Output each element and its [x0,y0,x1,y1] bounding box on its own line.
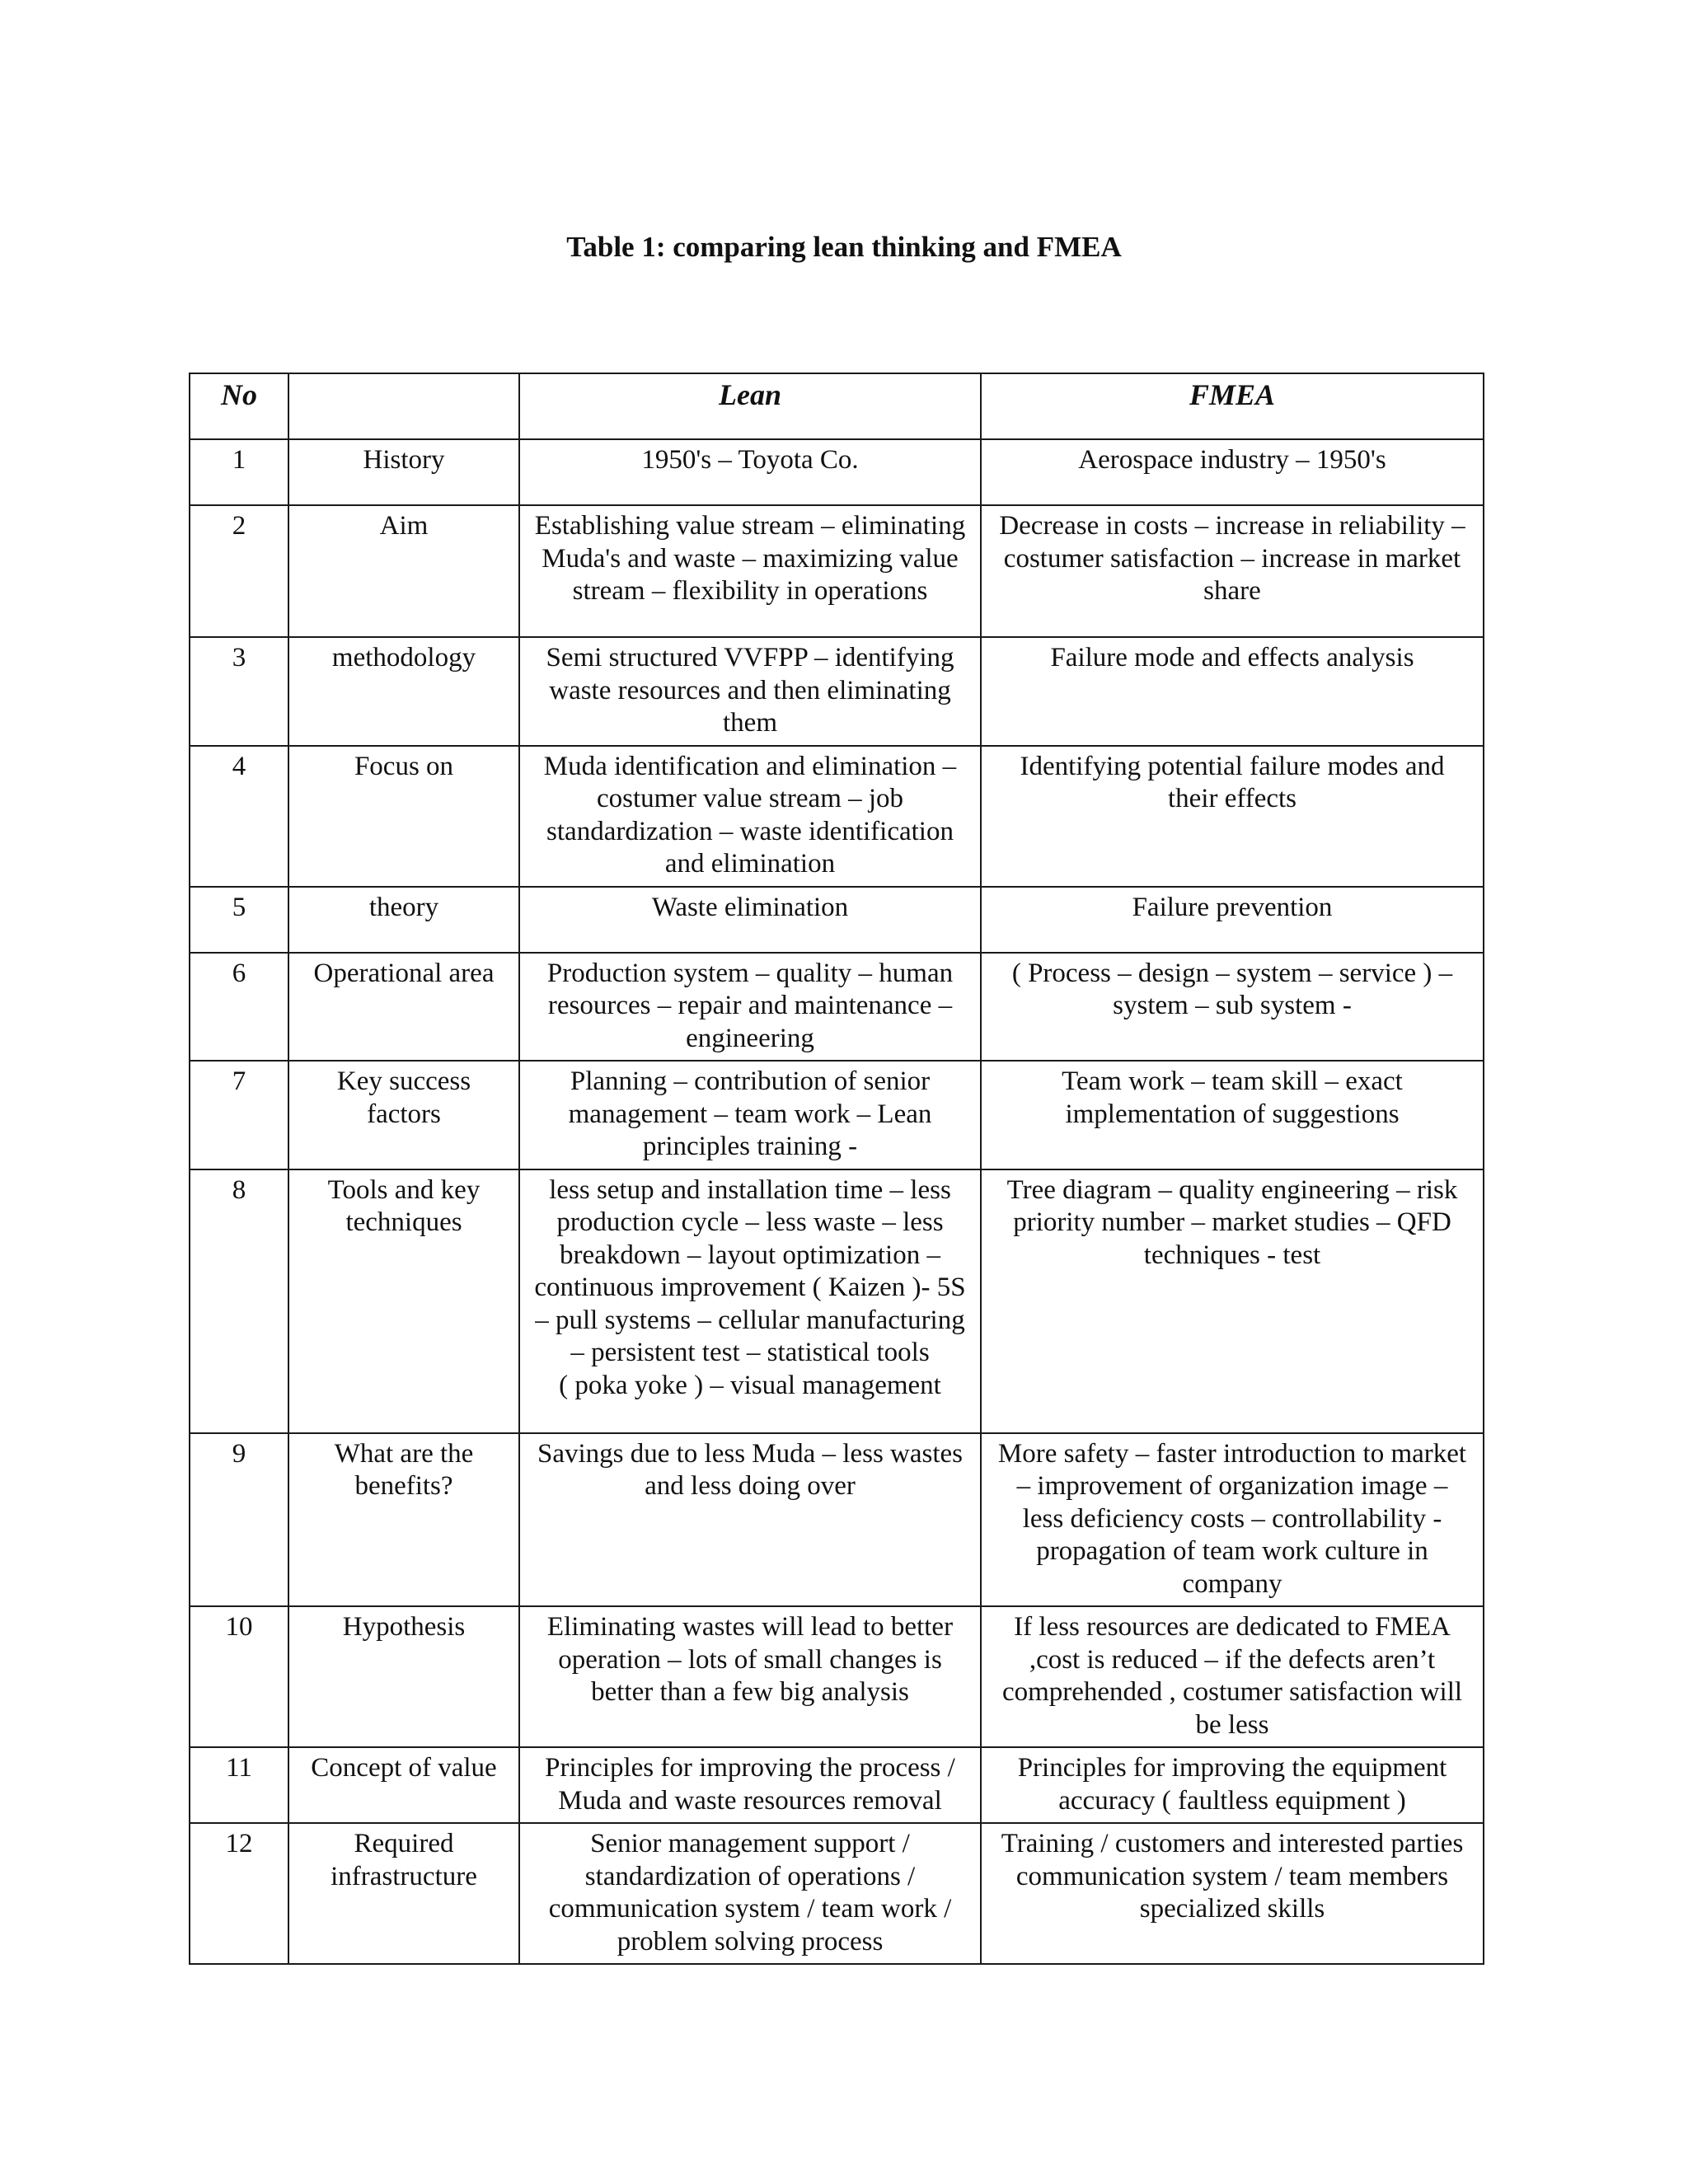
table-title: Table 1: comparing lean thinking and FMEA [566,231,1122,263]
row-topic: theory [288,887,519,953]
row-number: 3 [190,637,288,746]
lean-cell: 1950's – Toyota Co. [519,439,981,505]
table-row [190,637,1484,746]
row-number: 9 [190,1433,288,1607]
table-row [190,1823,1484,1964]
fmea-cell: Principles for improving the equipment accuracy ( faultless equipment ) [981,1747,1484,1823]
lean-cell: Planning – contribution of senior management – team work – Lean principles training - [519,1061,981,1169]
fmea-cell: ( Process – design – system – service ) – system – sub system - [981,953,1484,1062]
lean-cell-text: less setup and installation time – less production cycle – less waste – less breakdown – layout optimization – continuous improvement ( Kaizen )- 5S – pull systems – cellular manufacturing – persistent test – statistical tools [534,1174,966,1367]
fmea-cell: Failure mode and effects analysis [981,637,1484,746]
table-row [190,439,1484,505]
row-number: 6 [190,953,288,1062]
table-row [190,1606,1484,1747]
header-no: No [190,373,288,439]
row-topic: Aim [288,505,519,637]
row-topic: methodology [288,637,519,746]
header-lean: Lean [519,373,981,439]
header-fmea: FMEA [981,373,1484,439]
fmea-cell: Team work – team skill – exact implementation of suggestions [981,1061,1484,1169]
fmea-cell: Decrease in costs – increase in reliability – costumer satisfaction – increase in market share [981,505,1484,637]
row-number: 7 [190,1061,288,1169]
table-row [190,887,1484,953]
fmea-cell: Identifying potential failure modes and their effects [981,746,1484,887]
row-topic: Concept of value [288,1747,519,1823]
row-topic: Hypothesis [288,1606,519,1747]
table-row [190,953,1484,1062]
table-row [190,1433,1484,1607]
fmea-cell: Failure prevention [981,887,1484,953]
lean-cell: Establishing value stream – eliminating Muda's and waste – maximizing value stream – flexibility in operations [519,505,981,637]
fmea-cell: If less resources are dedicated to FMEA ,cost is reduced – if the defects aren’t comprehended , costumer satisfaction will be less [981,1606,1484,1747]
lean-cell: Muda identification and elimination – costumer value stream – job standardization – waste identification and elimination [519,746,981,887]
fmea-cell: Training / customers and interested parties communication system / team members specialized skills [981,1823,1484,1964]
row-number: 1 [190,439,288,505]
row-number: 4 [190,746,288,887]
row-topic: Required infrastructure [288,1823,519,1964]
lean-cell: Senior management support / standardization of operations / communication system / team work / problem solving process [519,1823,981,1964]
table-row [190,1061,1484,1169]
comparison-table [189,373,1484,1965]
table-row [190,505,1484,637]
row-number: 12 [190,1823,288,1964]
lean-cell: Eliminating wastes will lead to better operation – lots of small changes is better than a few big analysis [519,1606,981,1747]
table-header-row [190,373,1484,439]
row-topic: Focus on [288,746,519,887]
table-row [190,1169,1484,1433]
lean-cell: Savings due to less Muda – less wastes and less doing over [519,1433,981,1607]
row-topic: Key success factors [288,1061,519,1169]
lean-cell: Semi structured VVFPP – identifying waste resources and then eliminating them [519,637,981,746]
row-number: 5 [190,887,288,953]
fmea-cell: Aerospace industry – 1950's [981,439,1484,505]
lean-cell-text-last-line: ( poka yoke ) – visual management [559,1370,941,1400]
header-topic [288,373,519,439]
row-number: 11 [190,1747,288,1823]
row-topic: Operational area [288,953,519,1062]
row-number: 8 [190,1169,288,1433]
fmea-cell: More safety – faster introduction to market – improvement of organization image – less deficiency costs – controllability - propagation of team work culture in company [981,1433,1484,1607]
table-row [190,1747,1484,1823]
fmea-cell: Tree diagram – quality engineering – risk priority number – market studies – QFD techniques - test [981,1169,1484,1433]
row-number: 2 [190,505,288,637]
row-topic: Tools and key techniques [288,1169,519,1433]
lean-cell [519,1169,981,1433]
row-topic: What are the benefits? [288,1433,519,1607]
row-topic: History [288,439,519,505]
lean-cell: Waste elimination [519,887,981,953]
row-number: 10 [190,1606,288,1747]
lean-cell: Principles for improving the process / Muda and waste resources removal [519,1747,981,1823]
lean-cell: Production system – quality – human resources – repair and maintenance – engineering [519,953,981,1062]
table-row [190,746,1484,887]
